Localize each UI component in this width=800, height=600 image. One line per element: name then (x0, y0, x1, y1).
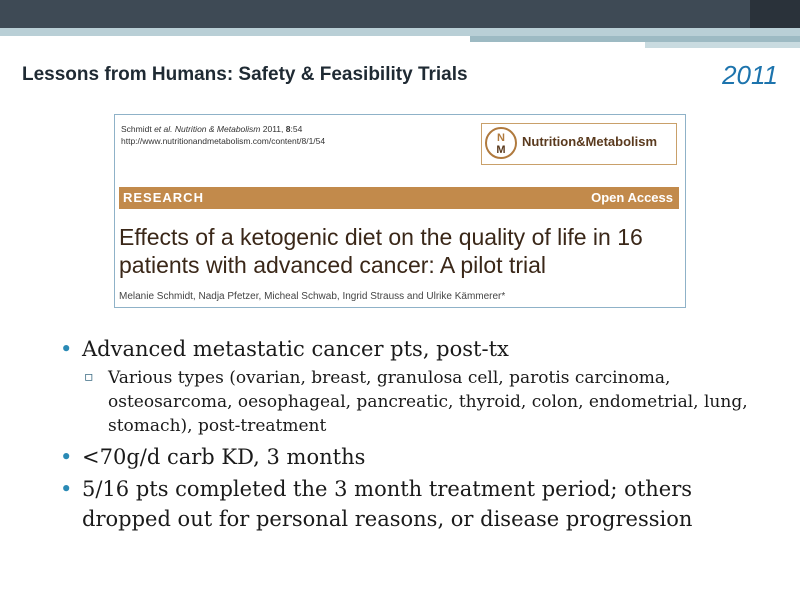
journal-logo-icon (484, 126, 518, 160)
slide-title: Lessons from Humans: Safety & Feasibility Trials (22, 64, 468, 85)
article-clipping (114, 114, 686, 308)
banner-teal-stripe (0, 28, 800, 36)
article-citation (121, 123, 325, 147)
article-title: Effects of a ketogenic diet on the quality of life in 16 patients with advanced cancer: A pilot trial (119, 224, 643, 278)
sub-bullet-text: Various types (ovarian, breast, granulosa cell, parotis carcinoma, osteosarcoma, oesophageal, pancreatic, thyroid, colon, endometrial, lung, stomach), post-treatment (108, 368, 748, 436)
bullet-text: 5/16 pts completed the 3 month treatment period; others dropped out for personal reasons, or disease progression (82, 477, 693, 531)
bullet-item (60, 442, 780, 472)
bullet-dot-icon: • (60, 337, 73, 361)
bullet-dot-icon: • (60, 477, 73, 501)
banner-dark-stripe (0, 0, 800, 28)
citation-volume: 8 (285, 124, 291, 134)
journal-logo-text: Nutrition&Metabolism (522, 134, 658, 149)
banner-corner-block (750, 0, 800, 28)
article-authors: Melanie Schmidt, Nadja Pfetzer, Micheal Schwab, Ingrid Strauss and Ulrike Kämmerer* (119, 291, 506, 302)
citation-url: http://www.nutritionandmetabolism.com/content/8/1/54 (121, 136, 326, 146)
svg-text:N: N (497, 132, 505, 144)
access-label: Open Access (591, 190, 673, 205)
bullet-item (60, 474, 780, 534)
bullet-text: Advanced metastatic cancer pts, post-tx (82, 337, 509, 361)
bullet-item (60, 334, 780, 364)
journal-logo (481, 123, 677, 165)
section-label: RESEARCH (123, 190, 204, 205)
citation-authors: Schmidt (121, 124, 155, 134)
citation-pages: :54 (290, 124, 303, 134)
citation-year: 2011, (260, 124, 286, 134)
slide-year: 2011 (722, 60, 778, 90)
sub-bullet-square-icon: ▫ (84, 369, 94, 385)
research-bar (119, 187, 679, 209)
citation-et-al: et al. (154, 124, 173, 134)
bullet-list (60, 334, 780, 536)
citation-journal: Nutrition & Metabolism (172, 124, 261, 134)
sub-bullet-item (60, 366, 780, 438)
bullet-text: <70g/d carb KD, 3 months (82, 445, 366, 469)
bullet-dot-icon: • (60, 445, 73, 469)
svg-text:M: M (496, 144, 506, 156)
top-banner (0, 0, 800, 52)
banner-accent-stripe-light (645, 42, 800, 48)
